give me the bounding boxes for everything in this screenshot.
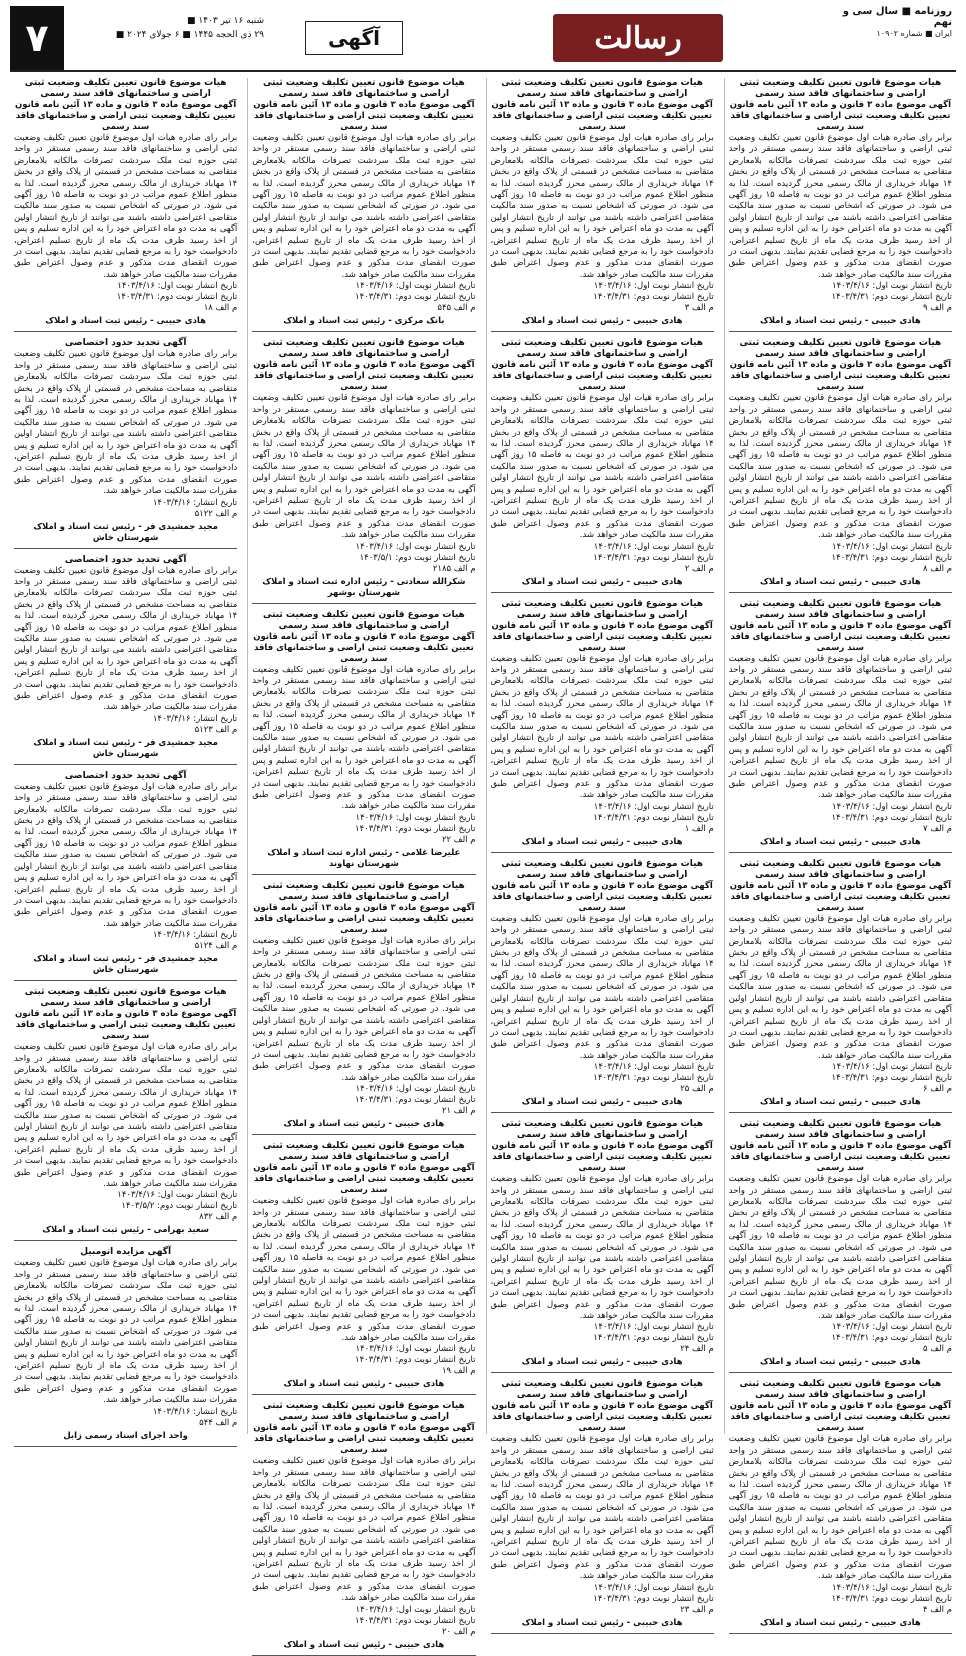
notice-publish-date: تاریخ انتشار نوبت اول: ۱۴۰۳/۴/۱۶ bbox=[355, 541, 476, 552]
notice-divider bbox=[729, 852, 952, 853]
notice-ref: م الف ۷ bbox=[923, 823, 952, 834]
notice-signature: هادی حبیبی - رئیس ثبت اسناد و املاک bbox=[283, 1379, 445, 1390]
column-3 bbox=[247, 78, 479, 1650]
notice-signature: شکرالله سعادتی - رئیس اداره ثبت اسناد و املاک شهرستان بوشهر bbox=[262, 576, 466, 598]
notice-subtitle: آگهی موضوع ماده ۳ قانون و ماده ۱۳ آئین نامه قانون تعیین تکلیف وضعیت ثبتی اراضی و ساختمانهای فاقد سند رسمی bbox=[491, 1401, 713, 1434]
notice-ref-row bbox=[14, 1212, 237, 1223]
masthead bbox=[10, 6, 956, 72]
notice-title: هیات موضوع قانون تعیین تکلیف وضعیت ثبتی اراضی و ساختمانهای فاقد سند رسمی bbox=[24, 78, 227, 99]
notice-ref-row bbox=[252, 564, 475, 575]
brand-line-1: روزنامه ■ سال سی و نهم bbox=[842, 6, 952, 28]
notice-ref-row bbox=[491, 564, 714, 575]
notice-publish-date: تاریخ انتشار نوبت دوم: ۱۴۰۳/۴/۳۱ bbox=[593, 1333, 714, 1344]
notice-signature: هادی حبیبی - رئیس ثبت اسناد و املاک bbox=[759, 836, 921, 847]
notice-subtitle: آگهی موضوع ماده ۳ قانون و ماده ۱۳ آئین نامه قانون تعیین تکلیف وضعیت ثبتی اراضی و ساختمانهای فاقد سند رسمی bbox=[729, 360, 951, 393]
notice-title: آگهی تحدید حدود اختصاصی bbox=[64, 338, 187, 349]
notice-ref: م الف ۲۴ bbox=[680, 1344, 714, 1355]
notice-signature: هادی حبیبی - رئیس ثبت اسناد و املاک bbox=[759, 576, 921, 587]
notice-body: برابر رای صادره هیات اول موضوع قانون تعیین تکلیف وضعیت ثبتی اراضی و ساختمانهای فاقد سند رسمی مستقر در واحد ثبتی حوزه ثبت ملک سردشت تصرفات مالکانه بلامعارض متقاضی به مساحت مشخص در قسمتی از پلاک واقع در بخش ۱۴ مهاباد خریداری از مالک رسمی محرز گردیده است. لذا به منظور اطلاع عموم مراتب در دو نوبت به فاصله ۱۵ روز آگهی می شود. در صورتی که اشخاص نسبت به صدور سند مالکیت متقاضی اعتراضی داشته باشند می توانند از تاریخ انتشار اولین آگهی به مدت دو ماه اعتراض خود را به این اداره تسلیم و پس از اخذ رسید ظرف مدت یک ماه از تاریخ تسلیم اعتراض، دادخواست خود را به مرجع قضایی تقدیم نمایند. بدیهی است در صورت انقضای مدت مذکور و عدم وصول اعتراض طبق مقررات سند مالکیت صادر خواهد شد. bbox=[490, 1174, 714, 1321]
notice-body: برابر رای صادره هیات اول موضوع قانون تعیین تکلیف وضعیت ثبتی اراضی و ساختمانهای فاقد سند رسمی مستقر در واحد ثبتی حوزه ثبت ملک سردشت تصرفات مالکانه بلامعارض متقاضی به مساحت مشخص در قسمتی از پلاک واقع در بخش ۱۴ مهاباد خریداری از مالک رسمی محرز گردیده است. لذا به منظور اطلاع عموم مراتب در دو نوبت به فاصله ۱۵ روز آگهی می شود. در صورتی که اشخاص نسبت به صدور سند مالکیت متقاضی اعتراضی داشته باشند می توانند از تاریخ انتشار اولین آگهی به مدت دو ماه اعتراض خود را به این اداره تسلیم و پس از اخذ رسید ظرف مدت یک ماه از تاریخ تسلیم اعتراض، دادخواست خود را به مرجع قضایی تقدیم نمایند. بدیهی است در صورت انقضای مدت مذکور و عدم وصول اعتراض طبق مقررات سند مالکیت صادر خواهد شد. bbox=[728, 1174, 952, 1321]
notice-title: هیات موضوع قانون تعیین تکلیف وضعیت ثبتی اراضی و ساختمانهای فاقد سند رسمی bbox=[262, 1401, 465, 1423]
notice-signature: هادی حبیبی - رئیس ثبت اسناد و املاک bbox=[521, 576, 683, 587]
date-line-2: ۲۹ ذی الحجه ۱۴۴۵ ■ ۶ جولای ۲۰۲۴ ■ bbox=[115, 30, 264, 40]
legal-notice bbox=[491, 338, 714, 592]
legal-notice bbox=[14, 338, 237, 548]
notice-publish-date: تاریخ انتشار نوبت دوم: ۱۴۰۳/۴/۳۱ bbox=[831, 812, 952, 823]
notice-ref-row bbox=[14, 1418, 237, 1429]
notice-divider bbox=[729, 1372, 952, 1373]
legal-notice bbox=[252, 78, 475, 332]
notice-body: برابر رای صادره هیات اول موضوع قانون تعیین تکلیف وضعیت ثبتی اراضی و ساختمانهای فاقد سند رسمی مستقر در واحد ثبتی حوزه ثبت ملک سردشت تصرفات مالکانه بلامعارض متقاضی به مساحت مشخص در قسمتی از پلاک واقع در بخش ۱۴ مهاباد خریداری از مالک رسمی محرز گردیده است. لذا به منظور اطلاع عموم مراتب در دو نوبت به فاصله ۱۵ روز آگهی می شود. در صورتی که اشخاص نسبت به صدور سند مالکیت متقاضی اعتراضی داشته باشند می توانند از تاریخ انتشار اولین آگهی به مدت دو ماه اعتراض خود را به این اداره تسلیم و پس از اخذ رسید ظرف مدت یک ماه از تاریخ تسلیم اعتراض، دادخواست خود را به مرجع قضایی تقدیم نمایند. بدیهی است در صورت انقضای مدت مذکور و عدم وصول اعتراض طبق مقررات سند مالکیت صادر خواهد شد. bbox=[14, 349, 238, 497]
notice-ref-row bbox=[252, 1106, 475, 1117]
notice-publish-date: تاریخ انتشار نوبت اول: ۱۴۰۳/۴/۱۶ bbox=[355, 1604, 476, 1615]
legal-notice bbox=[729, 1119, 952, 1373]
notice-publish-date: تاریخ انتشار: ۱۴۰۳/۴/۱۶ bbox=[152, 930, 238, 941]
notice-publish-date: تاریخ انتشار: ۱۴۰۳/۴/۱۶ bbox=[152, 497, 238, 508]
notice-body: برابر رای صادره هیات اول موضوع قانون تعیین تکلیف وضعیت ثبتی اراضی و ساختمانهای فاقد سند رسمی مستقر در واحد ثبتی حوزه ثبت ملک سردشت تصرفات مالکانه بلامعارض متقاضی به مساحت مشخص در قسمتی از پلاک واقع در بخش ۱۴ مهاباد خریداری از مالک رسمی محرز گردیده است. لذا به منظور اطلاع عموم مراتب در دو نوبت به فاصله ۱۵ روز آگهی می شود. در صورتی که اشخاص نسبت به صدور سند مالکیت متقاضی اعتراضی داشته باشند می توانند از تاریخ انتشار اولین آگهی به مدت دو ماه اعتراض خود را به این اداره تسلیم و پس از اخذ رسید ظرف مدت یک ماه از تاریخ تسلیم اعتراض، دادخواست خود را به مرجع قضایی تقدیم نمایند. بدیهی است در صورت انقضای مدت مذکور و عدم وصول اعتراض طبق مقررات سند مالکیت صادر خواهد شد. bbox=[14, 781, 238, 929]
notice-body: برابر رای صادره هیات اول موضوع قانون تعیین تکلیف وضعیت ثبتی اراضی و ساختمانهای فاقد سند رسمی مستقر در واحد ثبتی حوزه ثبت ملک سردشت تصرفات مالکانه بلامعارض متقاضی به مساحت مشخص در قسمتی از پلاک واقع در بخش ۱۴ مهاباد خریداری از مالک رسمی محرز گردیده است. لذا به منظور اطلاع عموم مراتب در دو نوبت به فاصله ۱۵ روز آگهی می شود. در صورتی که اشخاص نسبت به صدور سند مالکیت متقاضی اعتراضی داشته باشند می توانند از تاریخ انتشار اولین آگهی به مدت دو ماه اعتراض خود را به این اداره تسلیم و پس از اخذ رسید ظرف مدت یک ماه از تاریخ تسلیم اعتراض، دادخواست خود را به مرجع قضایی تقدیم نمایند. بدیهی است در صورت انقضای مدت مذکور و عدم وصول اعتراض طبق مقررات سند مالکیت صادر خواهد شد. bbox=[490, 1434, 714, 1582]
notice-publish-date: تاریخ انتشار نوبت دوم: ۱۴۰۳/۵/۱ bbox=[359, 552, 476, 563]
notice-signature: هادی حبیبی - رئیس ثبت اسناد و املاک bbox=[759, 316, 921, 327]
notice-title: هیات موضوع قانون تعیین تکلیف وضعیت ثبتی اراضی و ساختمانهای فاقد سند رسمی bbox=[262, 880, 465, 902]
notice-ref-row bbox=[729, 1605, 952, 1616]
notice-publish-date: تاریخ انتشار نوبت دوم: ۱۴۰۳/۴/۳۱ bbox=[831, 1593, 952, 1604]
notice-title: هیات موضوع قانون تعیین تکلیف وضعیت ثبتی اراضی و ساختمانهای فاقد سند رسمی bbox=[262, 609, 465, 631]
notice-publish-date: تاریخ انتشار نوبت دوم: ۱۴۰۳/۴/۳۱ bbox=[593, 812, 714, 823]
brand-line-2: ایران ■ شماره ۱۰۹۰۲ bbox=[876, 29, 952, 38]
notice-ref: م الف ۴ bbox=[923, 1604, 952, 1615]
notice-ref: م الف ۵۱۲۲ bbox=[194, 508, 238, 519]
notice-title: هیات موضوع قانون تعیین تکلیف وضعیت ثبتی اراضی و ساختمانهای فاقد سند رسمی bbox=[501, 1119, 704, 1141]
notice-signature: هادی حبیبی - رئیس ثبت اسناد و املاک bbox=[521, 1357, 683, 1368]
notice-subtitle: آگهی موضوع ماده ۳ قانون و ماده ۱۳ آئین نامه قانون تعیین تکلیف وضعیت ثبتی اراضی و ساختمانهای فاقد سند رسمی bbox=[253, 1163, 475, 1196]
notice-publish-date: تاریخ انتشار نوبت اول: ۱۴۰۳/۴/۱۶ bbox=[593, 1582, 714, 1593]
notice-body: برابر رای صادره هیات اول موضوع قانون تعیین تکلیف وضعیت ثبتی اراضی و ساختمانهای فاقد سند رسمی مستقر در واحد ثبتی حوزه ثبت ملک سردشت تصرفات مالکانه بلامعارض متقاضی به مساحت مشخص در قسمتی از پلاک واقع در بخش ۱۴ مهاباد خریداری از مالک رسمی محرز گردیده است. لذا به منظور اطلاع عموم مراتب در دو نوبت به فاصله ۱۵ روز آگهی می شود. در صورتی که اشخاص نسبت به صدور سند مالکیت متقاضی اعتراضی داشته باشند می توانند از تاریخ انتشار اولین آگهی به مدت دو ماه اعتراض خود را به این اداره تسلیم و پس از اخذ رسید ظرف مدت یک ماه از تاریخ تسلیم اعتراض، دادخواست خود را به مرجع قضایی تقدیم نمایند. بدیهی است در صورت انقضای مدت مذکور و عدم وصول اعتراض طبق مقررات سند مالکیت صادر خواهد شد. bbox=[252, 1196, 476, 1343]
legal-notice bbox=[491, 599, 714, 853]
notice-publish-date: تاریخ انتشار نوبت اول: ۱۴۰۳/۴/۱۶ bbox=[832, 1322, 952, 1333]
masthead-date bbox=[64, 6, 264, 70]
notice-body: برابر رای صادره هیات اول موضوع قانون تعیین تکلیف وضعیت ثبتی اراضی و ساختمانهای فاقد سند رسمی مستقر در واحد ثبتی حوزه ثبت ملک سردشت تصرفات مالکانه بلامعارض متقاضی به مساحت مشخص در قسمتی از پلاک واقع در بخش ۱۴ مهاباد خریداری از مالک رسمی محرز گردیده است. لذا به منظور اطلاع عموم مراتب در دو نوبت به فاصله ۱۵ روز آگهی می شود. در صورتی که اشخاص نسبت به صدور سند مالکیت متقاضی اعتراضی داشته باشند می توانند از تاریخ انتشار اولین آگهی به مدت دو ماه اعتراض خود را به این اداره تسلیم و پس از اخذ رسید ظرف مدت یک ماه از تاریخ تسلیم اعتراض، دادخواست خود را به مرجع قضایی تقدیم نمایند. بدیهی است در صورت انقضای مدت مذکور و عدم وصول اعتراض طبق مقررات سند مالکیت صادر خواهد شد. bbox=[728, 133, 952, 280]
legal-notice bbox=[252, 1141, 475, 1395]
notice-title: هیات موضوع قانون تعیین تکلیف وضعیت ثبتی اراضی و ساختمانهای فاقد سند رسمی bbox=[262, 78, 465, 99]
column-4 bbox=[10, 78, 241, 1441]
notice-title: هیات موضوع قانون تعیین تکلیف وضعیت ثبتی اراضی و ساختمانهای فاقد سند رسمی bbox=[24, 987, 227, 1009]
notice-title: هیات موضوع قانون تعیین تکلیف وضعیت ثبتی اراضی و ساختمانهای فاقد سند رسمی bbox=[739, 598, 942, 620]
notice-ref-row bbox=[491, 303, 714, 314]
notice-publish-date: تاریخ انتشار نوبت دوم: ۱۴۰۳/۴/۳۱ bbox=[116, 292, 238, 303]
legal-notice bbox=[729, 599, 952, 853]
notice-title: هیات موضوع قانون تعیین تکلیف وضعیت ثبتی اراضی و ساختمانهای فاقد سند رسمی bbox=[262, 338, 465, 360]
notice-publish-date: تاریخ انتشار نوبت اول: ۱۴۰۳/۴/۱۶ bbox=[593, 1062, 714, 1073]
notice-divider bbox=[14, 1446, 237, 1447]
notice-publish-date: تاریخ انتشار نوبت دوم: ۱۴۰۳/۴/۳۱ bbox=[355, 823, 476, 834]
notice-body: برابر رای صادره هیات اول موضوع قانون تعیین تکلیف وضعیت ثبتی اراضی و ساختمانهای فاقد سند رسمی مستقر در واحد ثبتی حوزه ثبت ملک سردشت تصرفات مالکانه بلامعارض متقاضی به مساحت مشخص در قسمتی از پلاک واقع در بخش ۱۴ مهاباد خریداری از مالک رسمی محرز گردیده است. لذا به منظور اطلاع عموم مراتب در دو نوبت به فاصله ۱۵ روز آگهی می شود. در صورتی که اشخاص نسبت به صدور سند مالکیت متقاضی اعتراضی داشته باشند می توانند از تاریخ انتشار اولین آگهی به مدت دو ماه اعتراض خود را به این اداره تسلیم و پس از اخذ رسید ظرف مدت یک ماه از تاریخ تسلیم اعتراض، دادخواست خود را به مرجع قضایی تقدیم نمایند. بدیهی است در صورت انقضای مدت مذکور و عدم وصول اعتراض طبق مقررات سند مالکیت صادر خواهد شد. bbox=[14, 133, 238, 280]
notice-ref: م الف ۵۱۲۴ bbox=[194, 941, 238, 952]
notice-publish-date: تاریخ انتشار نوبت اول: ۱۴۰۳/۴/۱۶ bbox=[832, 541, 952, 552]
notice-body: برابر رای صادره هیات اول موضوع قانون تعیین تکلیف وضعیت ثبتی اراضی و ساختمانهای فاقد سند رسمی مستقر در واحد ثبتی حوزه ثبت ملک سردشت تصرفات مالکانه بلامعارض متقاضی به مساحت مشخص در قسمتی از پلاک واقع در بخش ۱۴ مهاباد خریداری از مالک رسمی محرز گردیده است. لذا به منظور اطلاع عموم مراتب در دو نوبت به فاصله ۱۵ روز آگهی می شود. در صورتی که اشخاص نسبت به صدور سند مالکیت متقاضی اعتراضی داشته باشند می توانند از تاریخ انتشار اولین آگهی به مدت دو ماه اعتراض خود را به این اداره تسلیم و پس از اخذ رسید ظرف مدت یک ماه از تاریخ تسلیم اعتراض، دادخواست خود را به مرجع قضایی تقدیم نمایند. بدیهی است در صورت انقضای مدت مذکور و عدم وصول اعتراض طبق مقررات سند مالکیت صادر خواهد شد. bbox=[728, 653, 952, 801]
notice-body: برابر رای صادره هیات اول موضوع قانون تعیین تکلیف وضعیت ثبتی اراضی و ساختمانهای فاقد سند رسمی مستقر در واحد ثبتی حوزه ثبت ملک سردشت تصرفات مالکانه بلامعارض متقاضی به مساحت مشخص در قسمتی از پلاک واقع در بخش ۱۴ مهاباد خریداری از مالک رسمی محرز گردیده است. لذا به منظور اطلاع عموم مراتب در دو نوبت به فاصله ۱۵ روز آگهی می شود. در صورتی که اشخاص نسبت به صدور سند مالکیت متقاضی اعتراضی داشته باشند می توانند از تاریخ انتشار اولین آگهی به مدت دو ماه اعتراض خود را به این اداره تسلیم و پس از اخذ رسید ظرف مدت یک ماه از تاریخ تسلیم اعتراض، دادخواست خود را به مرجع قضایی تقدیم نمایند. بدیهی است در صورت انقضای مدت مذکور و عدم وصول اعتراض طبق مقررات سند مالکیت صادر خواهد شد. bbox=[728, 393, 952, 541]
notice-ref-row bbox=[491, 1084, 714, 1095]
notice-signature: مجید جمشیدی فر - رئیس ثبت اسناد و املاک شهرستان خاش bbox=[33, 954, 218, 976]
notice-divider bbox=[729, 331, 952, 332]
notice-divider bbox=[252, 331, 475, 332]
notice-body: برابر رای صادره هیات اول موضوع قانون تعیین تکلیف وضعیت ثبتی اراضی و ساختمانهای فاقد سند رسمی مستقر در واحد ثبتی حوزه ثبت ملک سردشت تصرفات مالکانه بلامعارض متقاضی به مساحت مشخص در قسمتی از پلاک واقع در بخش ۱۴ مهاباد خریداری از مالک رسمی محرز گردیده است. لذا به منظور اطلاع عموم مراتب در دو نوبت به فاصله ۱۵ روز آگهی می شود. در صورتی که اشخاص نسبت به صدور سند مالکیت متقاضی اعتراضی داشته باشند می توانند از تاریخ انتشار اولین آگهی به مدت دو ماه اعتراض خود را به این اداره تسلیم و پس از اخذ رسید ظرف مدت یک ماه از تاریخ تسلیم اعتراض، دادخواست خود را به مرجع قضایی تقدیم نمایند. بدیهی است در صورت انقضای مدت مذکور و عدم وصول اعتراض طبق مقررات سند مالکیت صادر خواهد شد. bbox=[252, 664, 476, 812]
notice-subtitle: آگهی موضوع ماده ۳ قانون و ماده ۱۳ آئین نامه قانون تعیین تکلیف وضعیت ثبتی اراضی و ساختمانهای فاقد سند رسمی bbox=[729, 880, 951, 913]
column-2 bbox=[486, 78, 718, 1628]
masthead-brand bbox=[832, 6, 956, 70]
notice-ref: م الف ۸ bbox=[923, 563, 952, 574]
notice-ref: م الف ۲۱۸۵ bbox=[432, 563, 476, 574]
legal-notice bbox=[491, 78, 714, 332]
notice-publish-date: تاریخ انتشار نوبت اول: ۱۴۰۳/۴/۱۶ bbox=[832, 801, 952, 812]
notice-divider bbox=[14, 331, 237, 332]
notice-publish-date: تاریخ انتشار نوبت اول: ۱۴۰۳/۴/۱۶ bbox=[117, 1190, 238, 1201]
notice-signature: هادی حبیبی - رئیس ثبت اسناد و املاک bbox=[45, 316, 206, 327]
notice-subtitle: آگهی موضوع ماده ۳ قانون و ماده ۱۳ آئین نامه قانون تعیین تکلیف وضعیت ثبتی اراضی و ساختمانهای فاقد سند رسمی bbox=[729, 1141, 951, 1174]
notice-title: آگهی مزایده اتومبیل bbox=[80, 1247, 172, 1258]
legal-notice bbox=[14, 1247, 237, 1446]
notice-body: برابر رای صادره هیات اول موضوع قانون تعیین تکلیف وضعیت ثبتی اراضی و ساختمانهای فاقد سند رسمی مستقر در واحد ثبتی حوزه ثبت ملک سردشت تصرفات مالکانه بلامعارض متقاضی به مساحت مشخص در قسمتی از پلاک واقع در بخش ۱۴ مهاباد خریداری از مالک رسمی محرز گردیده است. لذا به منظور اطلاع عموم مراتب در دو نوبت به فاصله ۱۵ روز آگهی می شود. در صورتی که اشخاص نسبت به صدور سند مالکیت متقاضی اعتراضی داشته باشند می توانند از تاریخ انتشار اولین آگهی به مدت دو ماه اعتراض خود را به این اداره تسلیم و پس از اخذ رسید ظرف مدت یک ماه از تاریخ تسلیم اعتراض، دادخواست خود را به مرجع قضایی تقدیم نمایند. بدیهی است در صورت انقضای مدت مذکور و عدم وصول اعتراض طبق مقررات سند مالکیت صادر خواهد شد. bbox=[490, 133, 714, 280]
notice-subtitle: آگهی موضوع ماده ۳ قانون و ماده ۱۳ آئین نامه قانون تعیین تکلیف وضعیت ثبتی اراضی و ساختمانهای فاقد سند رسمی bbox=[14, 1009, 237, 1042]
notice-publish-date: تاریخ انتشار نوبت دوم: ۱۴۰۳/۴/۳۱ bbox=[593, 1593, 714, 1604]
column-1 bbox=[724, 78, 956, 1628]
notice-publish-date: تاریخ انتشار: ۱۴۰۳/۴/۱۶ bbox=[152, 1406, 238, 1417]
notice-ref: م الف ۲۰ bbox=[441, 1626, 476, 1637]
notice-ref: م الف ۲۲ bbox=[441, 834, 476, 845]
columns-container bbox=[10, 72, 956, 1650]
notice-signature: هادی حبیبی - رئیس ثبت اسناد و املاک bbox=[521, 1617, 683, 1628]
notice-divider bbox=[14, 764, 237, 765]
notice-ref: م الف ۸۳۲ bbox=[199, 1212, 238, 1223]
notice-signature: سعید بهرامی - رئیس ثبت اسناد و املاک bbox=[42, 1225, 210, 1236]
notice-publish-date: تاریخ انتشار نوبت اول: ۱۴۰۳/۴/۱۶ bbox=[117, 281, 238, 292]
notice-subtitle: آگهی موضوع ماده ۳ قانون و ماده ۱۳ آئین نامه قانون تعیین تکلیف وضعیت ثبتی اراضی و ساختمانهای فاقد سند رسمی bbox=[253, 360, 475, 393]
notice-subtitle: آگهی موضوع ماده ۳ قانون و ماده ۱۳ آئین نامه قانون تعیین تکلیف وضعیت ثبتی اراضی و ساختمانهای فاقد سند رسمی bbox=[491, 620, 713, 653]
notice-subtitle: آگهی موضوع ماده ۳ قانون و ماده ۱۳ آئین نامه قانون تعیین تکلیف وضعیت ثبتی اراضی و ساختمانهای فاقد سند رسمی bbox=[491, 1141, 713, 1174]
notice-ref-row bbox=[729, 1344, 952, 1355]
notice-publish-date: تاریخ انتشار نوبت اول: ۱۴۰۳/۴/۱۶ bbox=[832, 1582, 952, 1593]
notice-subtitle: آگهی موضوع ماده ۳ قانون و ماده ۱۳ آئین نامه قانون تعیین تکلیف وضعیت ثبتی اراضی و ساختمانهای فاقد سند رسمی bbox=[253, 1423, 475, 1456]
notice-ref-row bbox=[729, 1084, 952, 1095]
notice-divider bbox=[729, 592, 952, 593]
legal-notice bbox=[491, 1119, 714, 1373]
notice-divider bbox=[252, 1394, 475, 1395]
notice-divider bbox=[491, 1112, 714, 1113]
notice-ref: م الف ۲ bbox=[684, 563, 714, 574]
notice-title: هیات موضوع قانون تعیین تکلیف وضعیت ثبتی اراضی و ساختمانهای فاقد سند رسمی bbox=[501, 1379, 704, 1401]
notice-ref: م الف ۲۳ bbox=[680, 1604, 714, 1615]
notice-subtitle: آگهی موضوع ماده ۳ قانون و ماده ۱۳ آئین نامه قانون تعیین تکلیف وضعیت ثبتی اراضی و ساختمانهای فاقد سند رسمی bbox=[253, 902, 475, 935]
masthead-logo-area bbox=[444, 6, 832, 70]
notice-subtitle: آگهی موضوع ماده ۳ قانون و ماده ۱۳ آئین نامه قانون تعیین تکلیف وضعیت ثبتی اراضی و ساختمانهای فاقد سند رسمی bbox=[491, 100, 713, 132]
notice-subtitle: آگهی موضوع ماده ۳ قانون و ماده ۱۳ آئین نامه قانون تعیین تکلیف وضعیت ثبتی اراضی و ساختمانهای فاقد سند رسمی bbox=[491, 880, 713, 913]
notice-divider bbox=[729, 1633, 952, 1634]
notice-publish-date: تاریخ انتشار نوبت دوم: ۱۴۰۳/۴/۳۱ bbox=[355, 292, 476, 303]
notice-divider bbox=[729, 1112, 952, 1113]
notice-ref-row bbox=[729, 303, 952, 314]
notice-ref-row bbox=[14, 509, 237, 520]
notice-divider bbox=[252, 1134, 475, 1135]
notice-divider bbox=[14, 980, 237, 981]
notice-ref: م الف ۵۱۲۳ bbox=[194, 724, 238, 735]
notice-divider bbox=[252, 603, 475, 604]
notice-publish-date: تاریخ انتشار نوبت دوم: ۱۴۰۳/۴/۳۱ bbox=[355, 1355, 476, 1366]
notice-subtitle: آگهی موضوع ماده ۳ قانون و ماده ۱۳ آئین نامه قانون تعیین تکلیف وضعیت ثبتی اراضی و ساختمانهای فاقد سند رسمی bbox=[729, 1401, 951, 1434]
legal-notice bbox=[729, 1379, 952, 1633]
notice-signature: هادی حبیبی - رئیس ثبت اسناد و املاک bbox=[759, 1357, 921, 1368]
notice-title: هیات موضوع قانون تعیین تکلیف وضعیت ثبتی اراضی و ساختمانهای فاقد سند رسمی bbox=[739, 858, 942, 880]
notice-publish-date: تاریخ انتشار نوبت اول: ۱۴۰۳/۴/۱۶ bbox=[832, 281, 952, 292]
notice-ref: م الف ۵۴۵ bbox=[437, 303, 476, 314]
notice-subtitle: آگهی موضوع ماده ۳ قانون و ماده ۱۳ آئین نامه قانون تعیین تکلیف وضعیت ثبتی اراضی و ساختمانهای فاقد سند رسمی bbox=[253, 100, 475, 132]
notice-ref: م الف ۵۴۴ bbox=[199, 1417, 238, 1428]
notice-publish-date: تاریخ انتشار نوبت دوم: ۱۴۰۳/۴/۳۱ bbox=[831, 292, 952, 303]
notice-ref-row bbox=[729, 824, 952, 835]
notice-signature: هادی حبیبی - رئیس ثبت اسناد و املاک bbox=[283, 1639, 445, 1650]
notice-title: هیات موضوع قانون تعیین تکلیف وضعیت ثبتی اراضی و ساختمانهای فاقد سند رسمی bbox=[739, 1379, 942, 1401]
notice-publish-date: تاریخ انتشار نوبت اول: ۱۴۰۳/۴/۱۶ bbox=[355, 812, 476, 823]
legal-notice bbox=[491, 859, 714, 1113]
notice-ref: م الف ۹ bbox=[923, 303, 952, 314]
notice-signature: هادی حبیبی - رئیس ثبت اسناد و املاک bbox=[759, 1097, 921, 1108]
notice-publish-date: تاریخ انتشار نوبت دوم: ۱۴۰۳/۴/۳۱ bbox=[831, 1073, 952, 1084]
notice-publish-date: تاریخ انتشار نوبت دوم: ۱۴۰۳/۴/۳۱ bbox=[593, 1073, 714, 1084]
notice-publish-date: تاریخ انتشار نوبت اول: ۱۴۰۳/۴/۱۶ bbox=[593, 1322, 714, 1333]
notice-signature: هادی حبیبی - رئیس ثبت اسناد و املاک bbox=[283, 1119, 445, 1130]
notice-body: برابر رای صادره هیات اول موضوع قانون تعیین تکلیف وضعیت ثبتی اراضی و ساختمانهای فاقد سند رسمی مستقر در واحد ثبتی حوزه ثبت ملک سردشت تصرفات مالکانه بلامعارض متقاضی به مساحت مشخص در قسمتی از پلاک واقع در بخش ۱۴ مهاباد خریداری از مالک رسمی محرز گردیده است. لذا به منظور اطلاع عموم مراتب در دو نوبت به فاصله ۱۵ روز آگهی می شود. در صورتی که اشخاص نسبت به صدور سند مالکیت متقاضی اعتراضی داشته باشند می توانند از تاریخ انتشار اولین آگهی به مدت دو ماه اعتراض خود را به این اداره تسلیم و پس از اخذ رسید ظرف مدت یک ماه از تاریخ تسلیم اعتراض، دادخواست خود را به مرجع قضایی تقدیم نمایند. بدیهی است در صورت انقضای مدت مذکور و عدم وصول اعتراض طبق مقررات سند مالکیت صادر خواهد شد. bbox=[14, 565, 238, 713]
section-title: آگهی bbox=[305, 21, 403, 55]
legal-notice bbox=[729, 859, 952, 1113]
legal-notice bbox=[252, 881, 475, 1135]
page-number: ۷ bbox=[10, 6, 64, 70]
newspaper-logo: رسالت bbox=[553, 14, 723, 62]
legal-notice bbox=[14, 555, 237, 765]
legal-notice bbox=[252, 610, 475, 875]
notice-publish-date: تاریخ انتشار نوبت دوم: ۱۴۰۳/۴/۳۱ bbox=[355, 1095, 476, 1106]
legal-notice bbox=[729, 78, 952, 332]
notice-ref-row bbox=[491, 1344, 714, 1355]
notice-body: برابر رای صادره هیات اول موضوع قانون تعیین تکلیف وضعیت ثبتی اراضی و ساختمانهای فاقد سند رسمی مستقر در واحد ثبتی حوزه ثبت ملک سردشت تصرفات مالکانه بلامعارض متقاضی به مساحت مشخص در قسمتی از پلاک واقع در بخش ۱۴ مهاباد خریداری از مالک رسمی محرز گردیده است. لذا به منظور اطلاع عموم مراتب در دو نوبت به فاصله ۱۵ روز آگهی می شود. در صورتی که اشخاص نسبت به صدور سند مالکیت متقاضی اعتراضی داشته باشند می توانند از تاریخ انتشار اولین آگهی به مدت دو ماه اعتراض خود را به این اداره تسلیم و پس از اخذ رسید ظرف مدت یک ماه از تاریخ تسلیم اعتراض، دادخواست خود را به مرجع قضایی تقدیم نمایند. بدیهی است در صورت انقضای مدت مذکور و عدم وصول اعتراض طبق مقررات سند مالکیت صادر خواهد شد. bbox=[14, 1258, 238, 1406]
notice-ref: م الف ۵ bbox=[923, 1344, 952, 1355]
notice-title: هیات موضوع قانون تعیین تکلیف وضعیت ثبتی اراضی و ساختمانهای فاقد سند رسمی bbox=[739, 338, 942, 360]
notice-subtitle: آگهی موضوع ماده ۳ قانون و ماده ۱۳ آئین نامه قانون تعیین تکلیف وضعیت ثبتی اراضی و ساختمانهای فاقد سند رسمی bbox=[14, 100, 237, 132]
notice-signature: بانک مرکزی - رئیس ثبت اسناد و املاک bbox=[283, 316, 445, 327]
notice-ref-row bbox=[491, 824, 714, 835]
notice-body: برابر رای صادره هیات اول موضوع قانون تعیین تکلیف وضعیت ثبتی اراضی و ساختمانهای فاقد سند رسمی مستقر در واحد ثبتی حوزه ثبت ملک سردشت تصرفات مالکانه بلامعارض متقاضی به مساحت مشخص در قسمتی از پلاک واقع در بخش ۱۴ مهاباد خریداری از مالک رسمی محرز گردیده است. لذا به منظور اطلاع عموم مراتب در دو نوبت به فاصله ۱۵ روز آگهی می شود. در صورتی که اشخاص نسبت به صدور سند مالکیت متقاضی اعتراضی داشته باشند می توانند از تاریخ انتشار اولین آگهی به مدت دو ماه اعتراض خود را به این اداره تسلیم و پس از اخذ رسید ظرف مدت یک ماه از تاریخ تسلیم اعتراض، دادخواست خود را به مرجع قضایی تقدیم نمایند. بدیهی است در صورت انقضای مدت مذکور و عدم وصول اعتراض طبق مقررات سند مالکیت صادر خواهد شد. bbox=[728, 1434, 952, 1582]
notice-ref-row bbox=[14, 303, 237, 314]
notice-divider bbox=[252, 874, 475, 875]
notice-ref: م الف ۲۵ bbox=[680, 1084, 714, 1095]
legal-notice bbox=[252, 338, 475, 603]
notice-body: برابر رای صادره هیات اول موضوع قانون تعیین تکلیف وضعیت ثبتی اراضی و ساختمانهای فاقد سند رسمی مستقر در واحد ثبتی حوزه ثبت ملک سردشت تصرفات مالکانه بلامعارض متقاضی به مساحت مشخص در قسمتی از پلاک واقع در بخش ۱۴ مهاباد خریداری از مالک رسمی محرز گردیده است. لذا به منظور اطلاع عموم مراتب در دو نوبت به فاصله ۱۵ روز آگهی می شود. در صورتی که اشخاص نسبت به صدور سند مالکیت متقاضی اعتراضی داشته باشند می توانند از تاریخ انتشار اولین آگهی به مدت دو ماه اعتراض خود را به این اداره تسلیم و پس از اخذ رسید ظرف مدت یک ماه از تاریخ تسلیم اعتراض، دادخواست خود را به مرجع قضایی تقدیم نمایند. بدیهی است در صورت انقضای مدت مذکور و عدم وصول اعتراض طبق مقررات سند مالکیت صادر خواهد شد. bbox=[14, 1042, 238, 1189]
notice-ref-row bbox=[491, 1605, 714, 1616]
notice-body: برابر رای صادره هیات اول موضوع قانون تعیین تکلیف وضعیت ثبتی اراضی و ساختمانهای فاقد سند رسمی مستقر در واحد ثبتی حوزه ثبت ملک سردشت تصرفات مالکانه بلامعارض متقاضی به مساحت مشخص در قسمتی از پلاک واقع در بخش ۱۴ مهاباد خریداری از مالک رسمی محرز گردیده است. لذا به منظور اطلاع عموم مراتب در دو نوبت به فاصله ۱۵ روز آگهی می شود. در صورتی که اشخاص نسبت به صدور سند مالکیت متقاضی اعتراضی داشته باشند می توانند از تاریخ انتشار اولین آگهی به مدت دو ماه اعتراض خود را به این اداره تسلیم و پس از اخذ رسید ظرف مدت یک ماه از تاریخ تسلیم اعتراض، دادخواست خود را به مرجع قضایی تقدیم نمایند. بدیهی است در صورت انقضای مدت مذکور و عدم وصول اعتراض طبق مقررات سند مالکیت صادر خواهد شد. bbox=[252, 1456, 476, 1604]
notice-publish-date: تاریخ انتشار نوبت دوم: ۱۴۰۳/۴/۳۱ bbox=[831, 1333, 952, 1344]
notice-ref: م الف ۶ bbox=[923, 1084, 952, 1095]
notice-subtitle: آگهی موضوع ماده ۳ قانون و ماده ۱۳ آئین نامه قانون تعیین تکلیف وضعیت ثبتی اراضی و ساختمانهای فاقد سند رسمی bbox=[729, 620, 951, 653]
notice-subtitle: آگهی موضوع ماده ۳ قانون و ماده ۱۳ آئین نامه قانون تعیین تکلیف وضعیت ثبتی اراضی و ساختمانهای فاقد سند رسمی bbox=[491, 360, 713, 393]
notice-signature: علیرضا غلامی - رئیس اداره ثبت اسناد و املاک شهرستان نهاوند bbox=[267, 847, 461, 869]
notice-publish-date: تاریخ انتشار نوبت اول: ۱۴۰۳/۴/۱۶ bbox=[832, 1062, 952, 1073]
notice-publish-date: تاریخ انتشار نوبت اول: ۱۴۰۳/۴/۱۶ bbox=[355, 1344, 476, 1355]
date-line-1: شنبه ۱۶ تیر ۱۴۰۳ ■ bbox=[187, 16, 264, 26]
notice-divider bbox=[491, 1372, 714, 1373]
legal-notice bbox=[14, 78, 237, 332]
notice-ref-row bbox=[252, 1366, 475, 1377]
notice-title: هیات موضوع قانون تعیین تکلیف وضعیت ثبتی اراضی و ساختمانهای فاقد سند رسمی bbox=[501, 338, 704, 360]
notice-ref-row bbox=[252, 835, 475, 846]
legal-notice bbox=[252, 1401, 475, 1655]
notice-signature: مجید جمشیدی فر - رئیس ثبت اسناد و املاک شهرستان خاش bbox=[33, 737, 218, 759]
notice-publish-date: تاریخ انتشار نوبت دوم: ۱۴۰۳/۵/۲ bbox=[121, 1201, 238, 1212]
notice-body: برابر رای صادره هیات اول موضوع قانون تعیین تکلیف وضعیت ثبتی اراضی و ساختمانهای فاقد سند رسمی مستقر در واحد ثبتی حوزه ثبت ملک سردشت تصرفات مالکانه بلامعارض متقاضی به مساحت مشخص در قسمتی از پلاک واقع در بخش ۱۴ مهاباد خریداری از مالک رسمی محرز گردیده است. لذا به منظور اطلاع عموم مراتب در دو نوبت به فاصله ۱۵ روز آگهی می شود. در صورتی که اشخاص نسبت به صدور سند مالکیت متقاضی اعتراضی داشته باشند می توانند از تاریخ انتشار اولین آگهی به مدت دو ماه اعتراض خود را به این اداره تسلیم و پس از اخذ رسید ظرف مدت یک ماه از تاریخ تسلیم اعتراض، دادخواست خود را به مرجع قضایی تقدیم نمایند. بدیهی است در صورت انقضای مدت مذکور و عدم وصول اعتراض طبق مقررات سند مالکیت صادر خواهد شد. bbox=[490, 653, 714, 801]
notice-title: هیات موضوع قانون تعیین تکلیف وضعیت ثبتی اراضی و ساختمانهای فاقد سند رسمی bbox=[501, 78, 704, 99]
notice-ref-row bbox=[14, 725, 237, 736]
notice-publish-date: تاریخ انتشار نوبت اول: ۱۴۰۳/۴/۱۶ bbox=[355, 281, 476, 292]
notice-publish-date: تاریخ انتشار نوبت اول: ۱۴۰۳/۴/۱۶ bbox=[593, 541, 714, 552]
notice-publish-date: تاریخ انتشار: ۱۴۰۳/۴/۱۶ bbox=[152, 713, 238, 724]
masthead-section-area bbox=[264, 6, 444, 70]
legal-notice bbox=[491, 1379, 714, 1633]
notice-signature: هادی حبیبی - رئیس ثبت اسناد و املاک bbox=[521, 1097, 683, 1108]
legal-notice bbox=[729, 338, 952, 592]
notice-ref: م الف ۲۱ bbox=[441, 1106, 476, 1117]
notice-publish-date: تاریخ انتشار نوبت دوم: ۱۴۰۳/۴/۳۱ bbox=[593, 552, 714, 563]
notice-divider bbox=[491, 852, 714, 853]
notice-divider bbox=[14, 1240, 237, 1241]
notice-divider bbox=[491, 331, 714, 332]
notice-subtitle: آگهی موضوع ماده ۳ قانون و ماده ۱۳ آئین نامه قانون تعیین تکلیف وضعیت ثبتی اراضی و ساختمانهای فاقد سند رسمی bbox=[253, 631, 475, 664]
notice-body: برابر رای صادره هیات اول موضوع قانون تعیین تکلیف وضعیت ثبتی اراضی و ساختمانهای فاقد سند رسمی مستقر در واحد ثبتی حوزه ثبت ملک سردشت تصرفات مالکانه بلامعارض متقاضی به مساحت مشخص در قسمتی از پلاک واقع در بخش ۱۴ مهاباد خریداری از مالک رسمی محرز گردیده است. لذا به منظور اطلاع عموم مراتب در دو نوبت به فاصله ۱۵ روز آگهی می شود. در صورتی که اشخاص نسبت به صدور سند مالکیت متقاضی اعتراضی داشته باشند می توانند از تاریخ انتشار اولین آگهی به مدت دو ماه اعتراض خود را به این اداره تسلیم و پس از اخذ رسید ظرف مدت یک ماه از تاریخ تسلیم اعتراض، دادخواست خود را به مرجع قضایی تقدیم نمایند. بدیهی است در صورت انقضای مدت مذکور و عدم وصول اعتراض طبق مقررات سند مالکیت صادر خواهد شد. bbox=[252, 133, 476, 280]
notice-ref-row bbox=[729, 564, 952, 575]
legal-notice bbox=[14, 771, 237, 981]
notice-body: برابر رای صادره هیات اول موضوع قانون تعیین تکلیف وضعیت ثبتی اراضی و ساختمانهای فاقد سند رسمی مستقر در واحد ثبتی حوزه ثبت ملک سردشت تصرفات مالکانه بلامعارض متقاضی به مساحت مشخص در قسمتی از پلاک واقع در بخش ۱۴ مهاباد خریداری از مالک رسمی محرز گردیده است. لذا به منظور اطلاع عموم مراتب در دو نوبت به فاصله ۱۵ روز آگهی می شود. در صورتی که اشخاص نسبت به صدور سند مالکیت متقاضی اعتراضی داشته باشند می توانند از تاریخ انتشار اولین آگهی به مدت دو ماه اعتراض خود را به این اداره تسلیم و پس از اخذ رسید ظرف مدت یک ماه از تاریخ تسلیم اعتراض، دادخواست خود را به مرجع قضایی تقدیم نمایند. بدیهی است در صورت انقضای مدت مذکور و عدم وصول اعتراض طبق مقررات سند مالکیت صادر خواهد شد. bbox=[728, 913, 952, 1061]
notice-title: هیات موضوع قانون تعیین تکلیف وضعیت ثبتی اراضی و ساختمانهای فاقد سند رسمی bbox=[501, 598, 704, 620]
notice-ref-row bbox=[252, 303, 475, 314]
notice-title: هیات موضوع قانون تعیین تکلیف وضعیت ثبتی اراضی و ساختمانهای فاقد سند رسمی bbox=[501, 858, 704, 880]
notice-signature: هادی حبیبی - رئیس ثبت اسناد و املاک bbox=[521, 836, 683, 847]
notice-title: هیات موضوع قانون تعیین تکلیف وضعیت ثبتی اراضی و ساختمانهای فاقد سند رسمی bbox=[739, 1119, 942, 1141]
notice-signature: هادی حبیبی - رئیس ثبت اسناد و املاک bbox=[759, 1617, 921, 1628]
notice-title: آگهی تحدید حدود اختصاصی bbox=[64, 770, 187, 781]
notice-ref: م الف ۳ bbox=[684, 303, 714, 314]
notice-body: برابر رای صادره هیات اول موضوع قانون تعیین تکلیف وضعیت ثبتی اراضی و ساختمانهای فاقد سند رسمی مستقر در واحد ثبتی حوزه ثبت ملک سردشت تصرفات مالکانه بلامعارض متقاضی به مساحت مشخص در قسمتی از پلاک واقع در بخش ۱۴ مهاباد خریداری از مالک رسمی محرز گردیده است. لذا به منظور اطلاع عموم مراتب در دو نوبت به فاصله ۱۵ روز آگهی می شود. در صورتی که اشخاص نسبت به صدور سند مالکیت متقاضی اعتراضی داشته باشند می توانند از تاریخ انتشار اولین آگهی به مدت دو ماه اعتراض خود را به این اداره تسلیم و پس از اخذ رسید ظرف مدت یک ماه از تاریخ تسلیم اعتراض، دادخواست خود را به مرجع قضایی تقدیم نمایند. بدیهی است در صورت انقضای مدت مذکور و عدم وصول اعتراض طبق مقررات سند مالکیت صادر خواهد شد. bbox=[490, 913, 714, 1061]
notice-divider bbox=[491, 1633, 714, 1634]
legal-notice bbox=[14, 987, 237, 1241]
notice-ref-row bbox=[252, 1627, 475, 1638]
notice-publish-date: تاریخ انتشار نوبت دوم: ۱۴۰۳/۴/۳۱ bbox=[355, 1615, 476, 1626]
notice-publish-date: تاریخ انتشار نوبت دوم: ۱۴۰۳/۴/۳۱ bbox=[593, 292, 714, 303]
notice-subtitle: آگهی موضوع ماده ۳ قانون و ماده ۱۳ آئین نامه قانون تعیین تکلیف وضعیت ثبتی اراضی و ساختمانهای فاقد سند رسمی bbox=[729, 100, 951, 132]
notice-signature: واحد اجرای اسناد رسمی زابل bbox=[63, 1430, 188, 1441]
notice-body: برابر رای صادره هیات اول موضوع قانون تعیین تکلیف وضعیت ثبتی اراضی و ساختمانهای فاقد سند رسمی مستقر در واحد ثبتی حوزه ثبت ملک سردشت تصرفات مالکانه بلامعارض متقاضی به مساحت مشخص در قسمتی از پلاک واقع در بخش ۱۴ مهاباد خریداری از مالک رسمی محرز گردیده است. لذا به منظور اطلاع عموم مراتب در دو نوبت به فاصله ۱۵ روز آگهی می شود. در صورتی که اشخاص نسبت به صدور سند مالکیت متقاضی اعتراضی داشته باشند می توانند از تاریخ انتشار اولین آگهی به مدت دو ماه اعتراض خود را به این اداره تسلیم و پس از اخذ رسید ظرف مدت یک ماه از تاریخ تسلیم اعتراض، دادخواست خود را به مرجع قضایی تقدیم نمایند. بدیهی است در صورت انقضای مدت مذکور و عدم وصول اعتراض طبق مقررات سند مالکیت صادر خواهد شد. bbox=[252, 393, 476, 541]
notice-ref: م الف ۱ bbox=[684, 823, 714, 834]
notice-body: برابر رای صادره هیات اول موضوع قانون تعیین تکلیف وضعیت ثبتی اراضی و ساختمانهای فاقد سند رسمی مستقر در واحد ثبتی حوزه ثبت ملک سردشت تصرفات مالکانه بلامعارض متقاضی به مساحت مشخص در قسمتی از پلاک واقع در بخش ۱۴ مهاباد خریداری از مالک رسمی محرز گردیده است. لذا به منظور اطلاع عموم مراتب در دو نوبت به فاصله ۱۵ روز آگهی می شود. در صورتی که اشخاص نسبت به صدور سند مالکیت متقاضی اعتراضی داشته باشند می توانند از تاریخ انتشار اولین آگهی به مدت دو ماه اعتراض خود را به این اداره تسلیم و پس از اخذ رسید ظرف مدت یک ماه از تاریخ تسلیم اعتراض، دادخواست خود را به مرجع قضایی تقدیم نمایند. بدیهی است در صورت انقضای مدت مذکور و عدم وصول اعتراض طبق مقررات سند مالکیت صادر خواهد شد. bbox=[490, 393, 714, 541]
notice-divider bbox=[491, 592, 714, 593]
notice-publish-date: تاریخ انتشار نوبت دوم: ۱۴۰۳/۴/۳۱ bbox=[831, 552, 952, 563]
notice-title: هیات موضوع قانون تعیین تکلیف وضعیت ثبتی اراضی و ساختمانهای فاقد سند رسمی bbox=[739, 78, 942, 99]
notice-title: آگهی تحدید حدود اختصاصی bbox=[64, 554, 187, 565]
notice-publish-date: تاریخ انتشار نوبت اول: ۱۴۰۳/۴/۱۶ bbox=[355, 1084, 476, 1095]
notice-signature: هادی حبیبی - رئیس ثبت اسناد و املاک bbox=[521, 316, 683, 327]
notice-signature: مجید جمشیدی فر - رئیس ثبت اسناد و املاک شهرستان خاش bbox=[33, 521, 218, 543]
notice-publish-date: تاریخ انتشار نوبت اول: ۱۴۰۳/۴/۱۶ bbox=[593, 281, 714, 292]
notice-ref-row bbox=[14, 941, 237, 952]
notice-publish-date: تاریخ انتشار نوبت اول: ۱۴۰۳/۴/۱۶ bbox=[593, 801, 714, 812]
notice-divider bbox=[14, 548, 237, 549]
notice-ref: م الف ۱۹ bbox=[441, 1366, 476, 1377]
notice-title: هیات موضوع قانون تعیین تکلیف وضعیت ثبتی اراضی و ساختمانهای فاقد سند رسمی bbox=[262, 1141, 465, 1163]
notice-body: برابر رای صادره هیات اول موضوع قانون تعیین تکلیف وضعیت ثبتی اراضی و ساختمانهای فاقد سند رسمی مستقر در واحد ثبتی حوزه ثبت ملک سردشت تصرفات مالکانه بلامعارض متقاضی به مساحت مشخص در قسمتی از پلاک واقع در بخش ۱۴ مهاباد خریداری از مالک رسمی محرز گردیده است. لذا به منظور اطلاع عموم مراتب در دو نوبت به فاصله ۱۵ روز آگهی می شود. در صورتی که اشخاص نسبت به صدور سند مالکیت متقاضی اعتراضی داشته باشند می توانند از تاریخ انتشار اولین آگهی به مدت دو ماه اعتراض خود را به این اداره تسلیم و پس از اخذ رسید ظرف مدت یک ماه از تاریخ تسلیم اعتراض، دادخواست خود را به مرجع قضایی تقدیم نمایند. بدیهی است در صورت انقضای مدت مذکور و عدم وصول اعتراض طبق مقررات سند مالکیت صادر خواهد شد. bbox=[252, 935, 476, 1083]
notice-ref: م الف ۱۸ bbox=[203, 303, 238, 314]
